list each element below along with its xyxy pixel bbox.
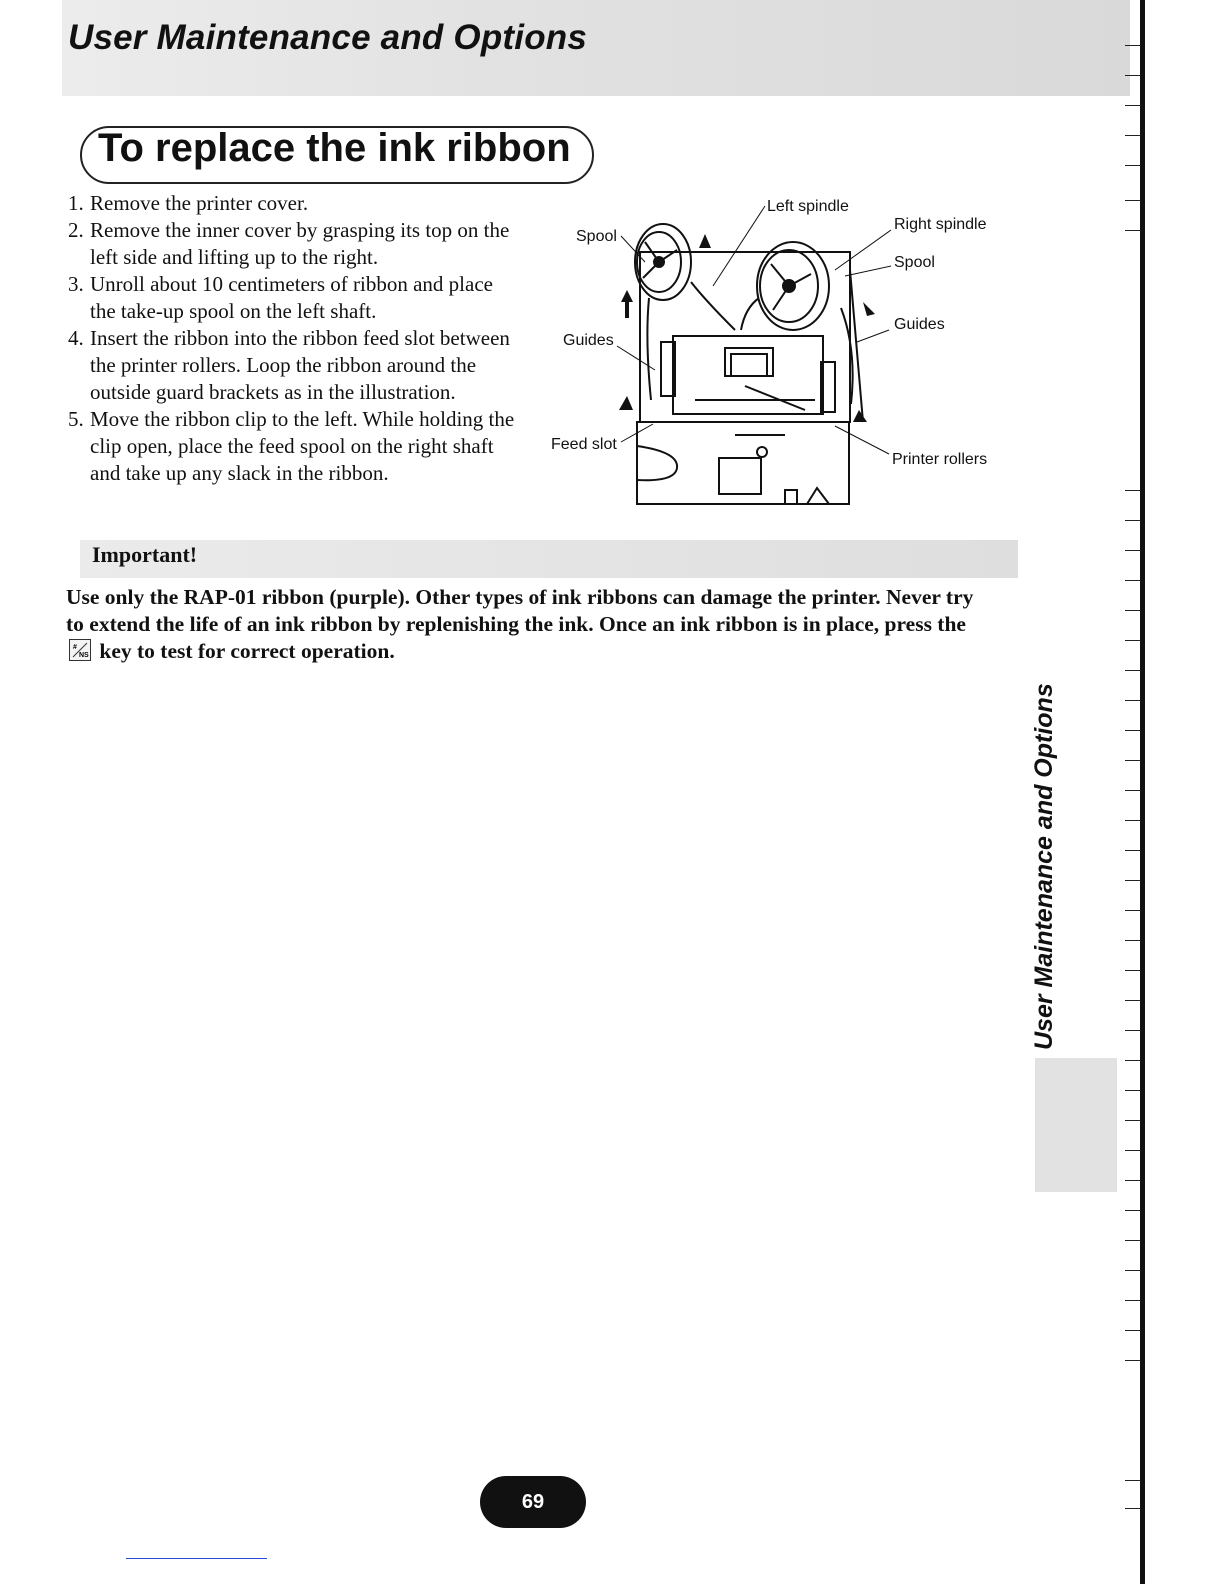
edge-tick	[1125, 790, 1141, 791]
edge-tick	[1125, 490, 1141, 491]
bottom-link-underline	[126, 1558, 267, 1559]
instruction-steps	[68, 190, 520, 487]
important-text: Use only the RAP-01 ribbon (purple). Other types of ink ribbons can damage the printer. Never try to extend the life of an ink ribbon by replenishing the ink. Once an ink ribbon is in place, press the	[66, 585, 974, 636]
edge-tick	[1125, 1300, 1141, 1301]
label-guides-right: Guides	[894, 316, 945, 333]
step-item: 4. Insert the ribbon into the ribbon feed slot between the printer rollers. Loop the ribbon around the outside guard brackets as in the illustration.	[68, 326, 510, 404]
edge-tick	[1125, 1120, 1141, 1121]
edge-tick	[1125, 880, 1141, 881]
edge-tick	[1125, 1508, 1141, 1509]
important-notice	[66, 584, 996, 665]
edge-tick	[1125, 730, 1141, 731]
edge-tick	[1125, 1150, 1141, 1151]
edge-tick	[1125, 1360, 1141, 1361]
edge-tick	[1125, 1240, 1141, 1241]
step-item: 1. Remove the printer cover.	[68, 191, 309, 215]
edge-tick	[1125, 640, 1141, 641]
label-guides-left: Guides	[563, 332, 614, 349]
edge-tick	[1125, 1480, 1141, 1481]
ns-key-icon	[69, 639, 91, 661]
svg-text:NS: NS	[79, 652, 89, 659]
ribbon-diagram	[545, 190, 1005, 520]
edge-tick	[1125, 670, 1141, 671]
important-heading: Important!	[92, 542, 198, 567]
edge-tick	[1125, 850, 1141, 851]
edge-tick	[1125, 200, 1141, 201]
edge-tick	[1125, 1180, 1141, 1181]
edge-tick	[1125, 970, 1141, 971]
page-header-title: User Maintenance and Options	[68, 18, 588, 57]
edge-tick	[1125, 135, 1141, 136]
edge-tick	[1125, 760, 1141, 761]
label-left-spindle: Left spindle	[767, 198, 849, 215]
edge-tick	[1125, 1030, 1141, 1031]
step-item: 2. Remove the inner cover by grasping its top on the left side and lifting up to the right.	[68, 218, 510, 269]
edge-tick	[1125, 1090, 1141, 1091]
edge-tick	[1125, 910, 1141, 911]
label-right-spindle: Right spindle	[894, 216, 987, 233]
side-tab-shade	[1035, 1058, 1117, 1192]
side-tab-label: User Maintenance and Options	[1030, 683, 1058, 1050]
label-feed-slot: Feed slot	[551, 436, 617, 453]
edge-tick	[1125, 45, 1141, 46]
step-item: 3. Unroll about 10 centimeters of ribbon and place the take-up spool on the left shaft.	[68, 272, 493, 323]
edge-tick	[1125, 520, 1141, 521]
edge-tick	[1125, 1330, 1141, 1331]
edge-tick	[1125, 940, 1141, 941]
edge-tick	[1125, 1060, 1141, 1061]
label-spool-left: Spool	[576, 228, 617, 245]
edge-tick	[1125, 105, 1141, 106]
page-edge-rule	[1140, 0, 1145, 1584]
section-title: To replace the ink ribbon	[98, 126, 571, 170]
important-band	[80, 540, 1018, 578]
label-printer-rollers: Printer rollers	[892, 451, 988, 468]
page-number: 69	[480, 1476, 586, 1528]
step-item: 5. Move the ribbon clip to the left. While holding the clip open, place the feed spool on the right shaft and take up any slack in the ribbon.	[68, 407, 515, 485]
label-spool-right: Spool	[894, 254, 935, 271]
important-text-end: key to test for correct operation.	[99, 639, 395, 663]
edge-tick	[1125, 700, 1141, 701]
edge-tick	[1125, 610, 1141, 611]
svg-text:#: #	[73, 644, 77, 651]
edge-tick	[1125, 1000, 1141, 1001]
edge-tick	[1125, 550, 1141, 551]
edge-tick	[1125, 1270, 1141, 1271]
edge-tick	[1125, 1210, 1141, 1211]
edge-tick	[1125, 820, 1141, 821]
edge-tick	[1125, 580, 1141, 581]
edge-tick	[1125, 165, 1141, 166]
edge-tick	[1125, 75, 1141, 76]
edge-tick	[1125, 230, 1141, 231]
